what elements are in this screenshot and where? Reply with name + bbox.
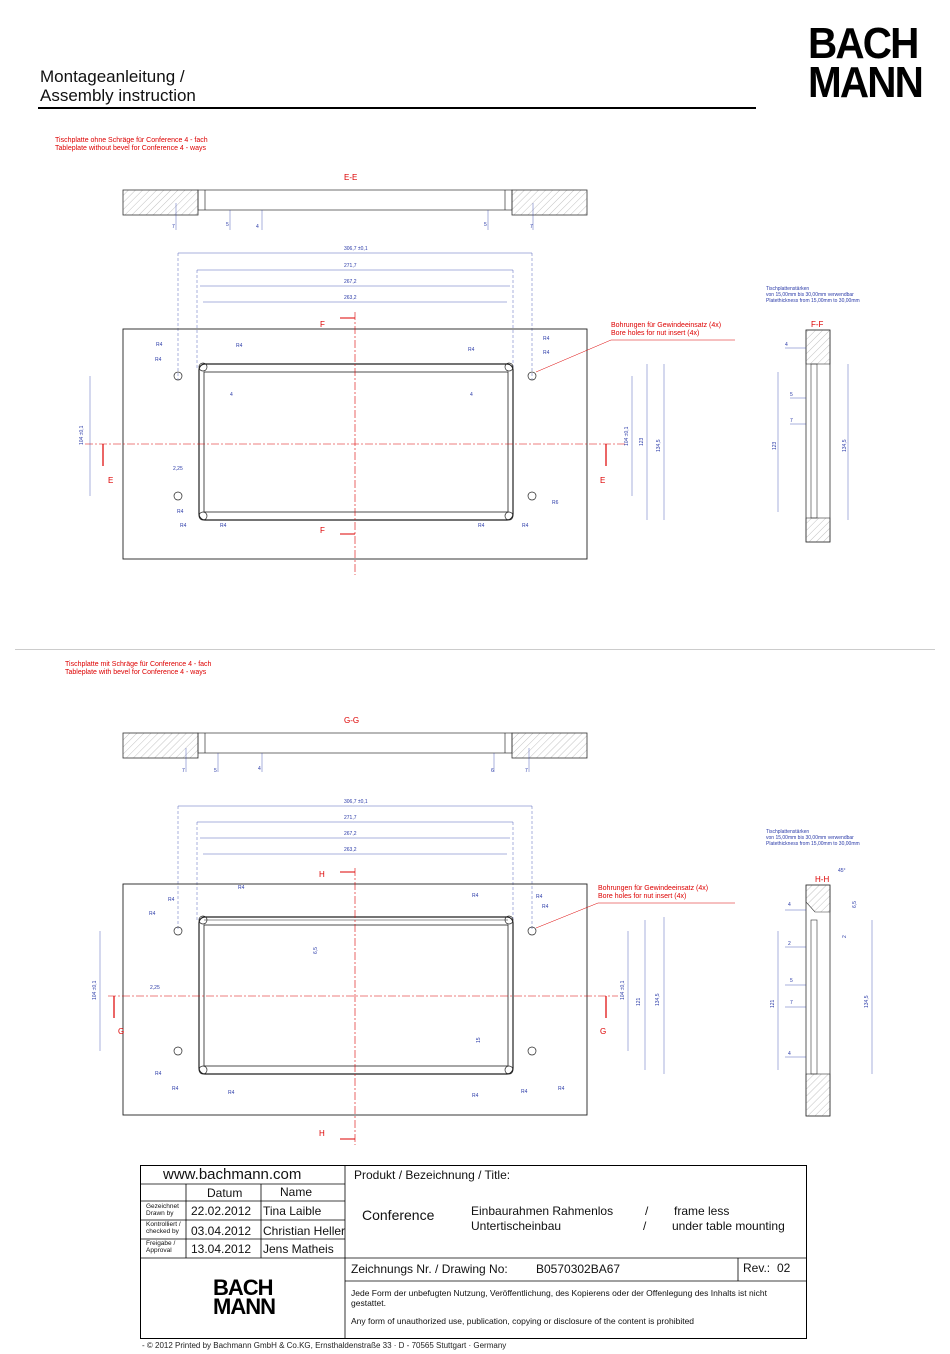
desc-slash-2: /	[643, 1219, 647, 1233]
section1-dim-2717: 271,7	[344, 263, 357, 269]
title-german: Montageanleitung /	[40, 67, 185, 86]
row-checked-name: Christian Heller	[263, 1224, 346, 1238]
section1-cutout-inner	[204, 372, 508, 512]
rev-value: 02	[777, 1261, 791, 1275]
section1-dim-123: 123	[639, 437, 645, 446]
section1-dim-2672: 267,2	[344, 279, 357, 285]
section2-cutout-outer	[199, 917, 513, 1074]
desc-en-2: under table mounting	[672, 1219, 785, 1233]
section2-top-dim-4: 4	[258, 766, 261, 772]
desc-en-1: frame less	[674, 1204, 730, 1218]
row-drawn-label	[146, 1203, 179, 1217]
section2-angle: 45°	[838, 868, 846, 874]
section2-top-dim-6: 6	[491, 768, 494, 774]
section2-dim-225: 2,25	[150, 985, 160, 991]
section1-thick-de2: von 15,00mm bis 30,00mm verwendbar	[766, 292, 854, 298]
section2-note-en: Tableplate with bevel for Conference 4 - ways	[65, 669, 207, 676]
title-block-logo-2: MANN	[213, 1294, 275, 1319]
section1-top-dim-4: 4	[256, 224, 259, 230]
section1-top-dim-7a: 7	[172, 224, 175, 230]
section1-cut-f-top: F	[320, 320, 325, 329]
section1-dim-104: 104 ±0,1	[79, 425, 85, 445]
section1-r6: R6	[552, 500, 559, 506]
section1-bore-de: Bohrungen für Gewindeeinsatz (4x)	[611, 322, 722, 329]
section2-r4-9: R4	[228, 1090, 235, 1096]
row-checked-label-en: checked by	[146, 1228, 179, 1235]
section1-dim-104-right: 104 ±0,1	[624, 426, 630, 446]
section2-cut-g-right: G	[600, 1027, 607, 1036]
section2-side-2: 2	[788, 941, 791, 947]
section2-dim-1345: 134,5	[655, 993, 661, 1006]
section2-thick-de2: von 15,00mm bis 30,00mm verwendbar	[766, 835, 854, 841]
section1-dim-overall: 306,7 ±0,1	[344, 246, 368, 252]
section1-r4-3: R4	[236, 343, 243, 349]
section2-dim-65: 6,5	[313, 947, 319, 954]
section1-r4-4: R4	[468, 347, 475, 353]
title-english: Assembly instruction	[40, 86, 196, 105]
section1-cutout-outer	[199, 364, 513, 520]
website-text: www.bachmann.com	[163, 1166, 302, 1183]
section2-cut-h-top: H	[319, 870, 325, 879]
section1-thick-de1: Tischplattenstärken	[766, 286, 810, 292]
section1-side-4: 4	[785, 342, 788, 348]
section2-thick-en: Platethickness from 15,00mm to 30,00mm	[766, 841, 860, 847]
section2-bore-de: Bohrungen für Gewindeeinsatz (4x)	[598, 885, 709, 892]
section2-cutout-inner	[204, 925, 508, 1066]
section1-v4-right: 4	[470, 392, 473, 398]
title-block-logo	[213, 1275, 275, 1319]
section2-cut-g-left: G	[118, 1027, 125, 1036]
section2-dim-15: 15	[476, 1037, 482, 1043]
section1-r4-9: R4	[220, 523, 227, 529]
section1-r4-10: R4	[478, 523, 485, 529]
section1-ee-right-plate	[512, 190, 587, 215]
section2-dim-2717: 271,7	[344, 815, 357, 821]
section2-cut-h-bottom: H	[319, 1129, 325, 1138]
section2-r4-3: R4	[238, 885, 245, 891]
row-drawn-name: Tina Laible	[263, 1204, 322, 1218]
section1-top-dim-7b: 7	[530, 224, 533, 230]
section2-r4-10: R4	[472, 1093, 479, 1099]
section1-r4-11: R4	[522, 523, 529, 529]
section2-gg-left-plate	[123, 733, 198, 758]
section1-top-dim-5b: 5	[484, 222, 487, 228]
row-drawn-date: 22.02.2012	[191, 1204, 252, 1218]
section2-dim-overall: 306,7 ±0,1	[344, 799, 368, 805]
section2-gg-label: G-G	[344, 716, 360, 725]
section1-dim-1345: 134,5	[656, 439, 662, 452]
section1-r4-2: R4	[155, 357, 162, 363]
section2-r4-6: R4	[542, 904, 549, 910]
row-approval-name: Jens Matheis	[263, 1242, 334, 1256]
section1-r4-5: R4	[543, 336, 550, 342]
section2-dim-2632: 263,2	[344, 847, 357, 853]
column-name-header: Name	[280, 1185, 313, 1199]
section2-side-2b: 2	[842, 935, 848, 938]
section1-bore-hole-br	[528, 492, 536, 500]
product-label: Produkt / Bezeichnung / Title:	[354, 1168, 511, 1182]
drawing-no-value: B0570302BA67	[536, 1262, 621, 1276]
section2-side-4a: 4	[788, 902, 791, 908]
title-block	[140, 1165, 807, 1339]
section2-r4-2: R4	[149, 911, 156, 917]
section2-top-dim-5: 5	[214, 768, 217, 774]
section2-r4-12: R4	[558, 1086, 565, 1092]
section1-dim-225: 2,25	[173, 466, 183, 472]
section1-note-en: Tableplate without bevel for Conference 4 - ways	[55, 145, 206, 152]
section1-ee-label: E-E	[344, 173, 358, 182]
section1-r4-7: R4	[177, 509, 184, 515]
notice-german: Jede Form der unbefugten Nutzung, Veröffentlichung, des Kopierens oder der Offenlegung des Inhalts ist nicht gestattet.	[351, 1288, 767, 1308]
section1-ee-left-plate	[123, 190, 198, 215]
section1-cut-e-left: E	[108, 476, 114, 485]
row-checked-date: 03.04.2012	[191, 1224, 252, 1238]
section2-dim-104-right: 104 ±0,1	[620, 980, 626, 1000]
section2-side-7: 7	[790, 1000, 793, 1006]
desc-de-1: Einbaurahmen Rahmenlos	[471, 1204, 614, 1218]
desc-slash-1: /	[645, 1204, 649, 1218]
section1-thick-en: Platethickness from 15,00mm to 30,00mm	[766, 298, 860, 304]
logo-line-2: MANN	[808, 58, 923, 107]
title-block-logo-1: BACH	[213, 1275, 273, 1300]
section1-cut-e-right: E	[600, 476, 606, 485]
section2-r4-1: R4	[168, 897, 175, 903]
section1-note-de: Tischplatte ohne Schräge für Conference 4 - fach	[55, 137, 208, 144]
row-drawn-label-de: Gezeichnet	[146, 1203, 179, 1210]
section1-side-5: 5	[790, 392, 793, 398]
section1-side-123: 123	[772, 441, 778, 450]
row-approval-label	[146, 1240, 175, 1254]
product-name: Conference	[362, 1207, 435, 1223]
section2-side-5: 5	[790, 978, 793, 984]
section1-bore-en: Bore holes for nut insert (4x)	[611, 330, 700, 337]
section1-r4-1: R4	[156, 342, 163, 348]
section1-top-dim-5a: 5	[226, 222, 229, 228]
section2-r4-4: R4	[472, 893, 479, 899]
section2-side-65: 6,5	[852, 901, 858, 908]
section2-thick-de1: Tischplattenstärken	[766, 829, 810, 835]
rev-label: Rev.:	[743, 1261, 771, 1275]
section1-cut-f-bottom: F	[320, 526, 325, 535]
section1-dim-2632: 263,2	[344, 295, 357, 301]
desc-de-2: Untertischeinbau	[471, 1219, 562, 1233]
section2-side-4b: 4	[788, 1051, 791, 1057]
section2-r4-8: R4	[172, 1086, 179, 1092]
row-checked-label	[146, 1221, 181, 1235]
column-date-header: Datum	[207, 1186, 243, 1200]
row-approval-label-de: Freigabe /	[146, 1240, 176, 1247]
drawing-no-label: Zeichnungs Nr. / Drawing No:	[351, 1262, 508, 1276]
section2-top-dim-7a: 7	[182, 768, 185, 774]
logo-line-1: BACH	[808, 19, 918, 68]
section2-bore-hole-br	[528, 1047, 536, 1055]
section2-r4-7: R4	[155, 1071, 162, 1077]
row-drawn-label-en: Drawn by	[146, 1210, 174, 1217]
section2-gg-right-plate	[512, 733, 587, 758]
section2-side-121: 121	[770, 999, 776, 1008]
section2-drawing	[92, 716, 872, 1145]
section2-top-dim-7b: 7	[525, 768, 528, 774]
section2-dim-104: 104 ±0,1	[92, 980, 98, 1000]
section2-bore-hole-bl	[174, 1047, 182, 1055]
section1-ff-label: F-F	[811, 320, 824, 329]
section2-note-de: Tischplatte mit Schräge für Conference 4 - fach	[65, 661, 212, 668]
row-approval-label-en: Approval	[146, 1247, 172, 1254]
section1-bore-hole-bl	[174, 492, 182, 500]
section2-r4-5: R4	[536, 894, 543, 900]
row-approval-date: 13.04.2012	[191, 1242, 252, 1256]
section2-gg-frame	[198, 733, 512, 753]
footer-copyright: - © 2012 Printed by Bachmann GmbH & Co.KG, Ernsthaldenstraße 33 · D - 70565 Stuttgart · Germany	[142, 1341, 507, 1350]
section1-side-7: 7	[790, 418, 793, 424]
section1-ee-frame	[198, 190, 512, 210]
row-checked-label-de: Kontrolliert /	[146, 1221, 181, 1228]
section2-r4-11: R4	[521, 1089, 528, 1095]
section1-r4-8: R4	[180, 523, 187, 529]
section1-v4-left: 4	[230, 392, 233, 398]
section1-drawing	[79, 173, 848, 575]
section2-side-1345: 134,5	[864, 995, 870, 1008]
section2-dim-2672: 267,2	[344, 831, 357, 837]
notice-english: Any form of unauthorized use, publication, copying or disclosure of the content is prohibited	[351, 1316, 695, 1326]
section2-dim-121: 121	[636, 997, 642, 1006]
section2-hh-label: H-H	[815, 875, 830, 884]
section2-bore-en: Bore holes for nut insert (4x)	[598, 893, 687, 900]
section1-r4-6: R4	[543, 350, 550, 356]
section1-side-1345: 134,5	[842, 439, 848, 452]
